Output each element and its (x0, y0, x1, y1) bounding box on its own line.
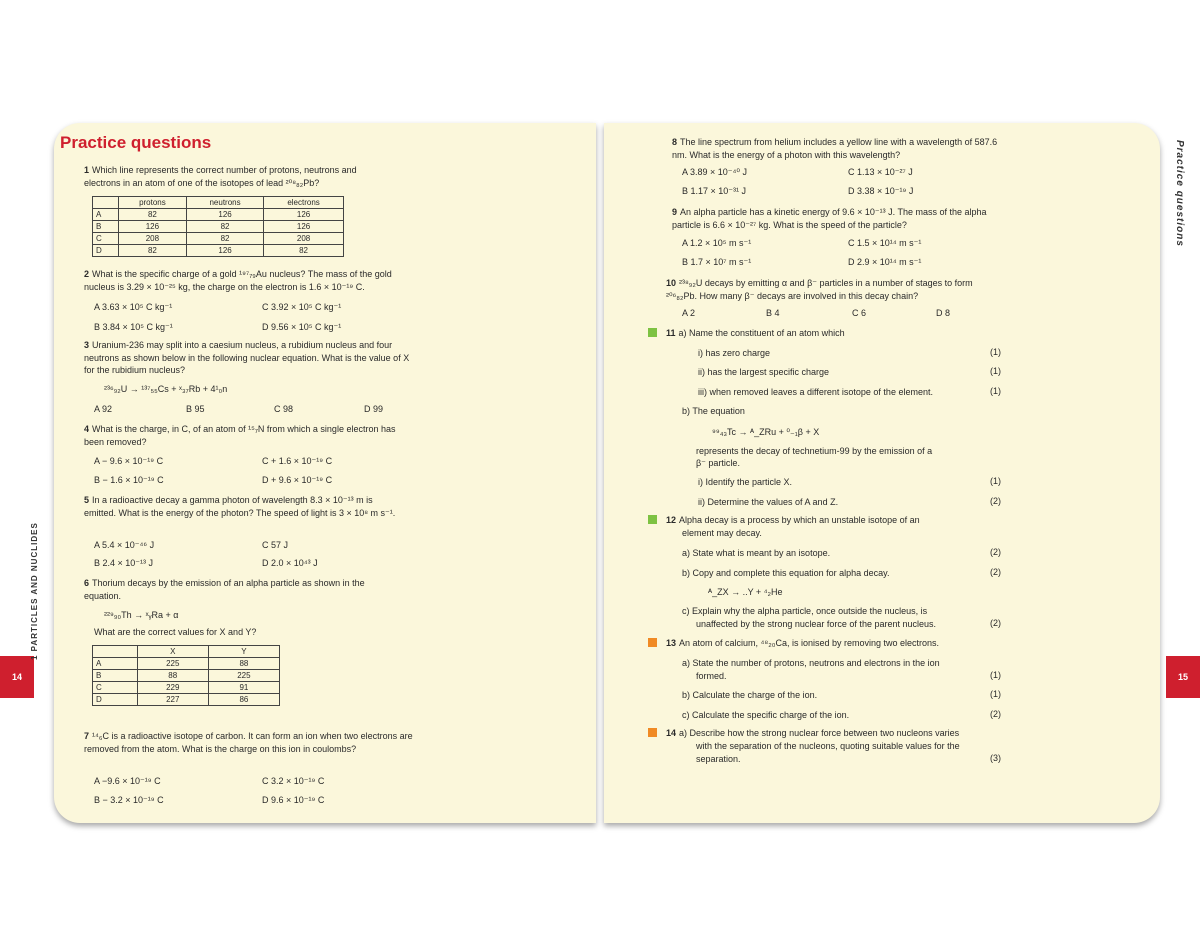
running-head-left: 1 PARTICLES AND NUCLIDES (30, 522, 39, 660)
question-7: 7 ¹⁴₆C is a radioactive isotope of carbon. It can form an ion when two electrons are removed from the atom. What is the charge on this ion in coulombs? (84, 731, 413, 754)
q3-option-b: B 95 (186, 404, 205, 414)
q7-option-d: D 9.6 × 10⁻¹⁹ C (262, 795, 325, 805)
q2-option-d: D 9.56 × 10⁵ C kg⁻¹ (262, 322, 342, 332)
q11-b-text: β⁻ particle. (696, 458, 740, 468)
question-2: 2 What is the specific charge of a gold ¹⁹⁷₇₉Au nucleus? The mass of the gold nucleus is 3.29 × 10⁻²⁵ kg, the charge on the electron is 1.6 × 10⁻¹⁹ C. (84, 269, 392, 292)
question-5: 5 In a radioactive decay a gamma photon of wavelength 8.3 × 10⁻¹³ m is emitted. What is the energy of the photon? The speed of light is 3 × 10⁸ m s⁻¹. (84, 495, 396, 518)
q11-b-ii: ii) Determine the values of A and Z. (698, 497, 839, 507)
question-11: 11 a) Name the constituent of an atom which (666, 328, 845, 338)
q14-a-cont: separation. (696, 754, 741, 764)
difficulty-marker (648, 638, 657, 647)
page-number-right: 15 (1166, 656, 1200, 698)
q10-option-a: A 2 (682, 308, 696, 318)
q9-option-b: B 1.7 × 10⁷ m s⁻¹ (682, 257, 752, 267)
q2-option-a: A 3.63 × 10⁵ C kg⁻¹ (94, 302, 173, 312)
q9-option-c: C 1.5 × 10¹⁴ m s⁻¹ (848, 238, 922, 248)
q4-option-d: D + 9.6 × 10⁻¹⁹ C (262, 475, 333, 485)
page-title: Practice questions (60, 133, 212, 152)
q12-c-mark: (2) (990, 618, 1001, 628)
q6-prompt: What are the correct values for X and Y? (94, 627, 257, 637)
q5-option-b: B 2.4 × 10⁻¹³ J (94, 558, 154, 568)
question-1: 1 Which line represents the correct number of protons, neutrons and electrons in an atom of one of the isotopes of lead ²⁰⁸₈₂Pb? (84, 165, 357, 188)
q1-header: neutrons (186, 197, 263, 209)
table-row: D 82 126 82 (93, 245, 344, 257)
table-row: B 88 225 (93, 670, 280, 682)
q1-header: protons (118, 197, 186, 209)
q6-header: X (137, 646, 208, 658)
q13-b-mark: (1) (990, 689, 1001, 699)
q2-option-c: C 3.92 × 10⁵ C kg⁻¹ (262, 302, 342, 312)
q7-option-b: B − 3.2 × 10⁻¹⁹ C (94, 795, 164, 805)
table-row: C 208 82 208 (93, 233, 344, 245)
q14-a-mark: (3) (990, 753, 1001, 763)
q11-a-iii-mark: (1) (990, 386, 1001, 396)
q11-a-ii: ii) has the largest specific charge (698, 367, 830, 377)
q13-b: b) Calculate the charge of the ion. (682, 690, 818, 700)
q11-a-iii: iii) when removed leaves a different isotope of the element. (698, 387, 933, 397)
running-head-right: Practice questions (1174, 140, 1185, 247)
q11-b-text: represents the decay of technetium-99 by the emission of a (696, 446, 933, 456)
q11-b-i-mark: (1) (990, 476, 1001, 486)
page-number-left: 14 (0, 656, 34, 698)
question-14: 14 a) Describe how the strong nuclear force between two nucleons varies (666, 728, 960, 738)
q6-header: Y (208, 646, 279, 658)
q11-b-equation: ⁹⁹₄₃Tc → ᴬ_ZRu + ⁰₋₁β + X (712, 427, 820, 437)
q5-option-d: D 2.0 × 10⁴³ J (262, 558, 318, 568)
q12-b: b) Copy and complete this equation for alpha decay. (682, 568, 890, 578)
q7-option-c: C 3.2 × 10⁻¹⁹ C (262, 776, 325, 786)
question-6: 6 Thorium decays by the emission of an alpha particle as shown in the equation. (84, 578, 365, 601)
q13-a-cont: formed. (696, 671, 727, 681)
q11-b: b) The equation (682, 406, 745, 416)
table-row: C 229 91 (93, 682, 280, 694)
q12-a: a) State what is meant by an isotope. (682, 548, 831, 558)
q6-equation: ²²⁹₉₀Th → ˣᵧRa + α (104, 610, 179, 620)
table-row: A 225 88 (93, 658, 280, 670)
difficulty-marker (648, 328, 657, 337)
difficulty-marker (648, 728, 657, 737)
q12-b-equation: ᴬ_ZX → ..Y + ⁴₂He (708, 587, 783, 597)
q14-a-cont: with the separation of the nucleons, quoting suitable values for the (696, 741, 960, 751)
q8-option-c: C 1.13 × 10⁻²⁷ J (848, 167, 913, 177)
q9-option-d: D 2.9 × 10¹⁴ m s⁻¹ (848, 257, 922, 267)
q13-a-mark: (1) (990, 670, 1001, 680)
q10-option-d: D 8 (936, 308, 951, 318)
q5-option-a: A 5.4 × 10⁻⁴⁶ J (94, 540, 155, 550)
q13-c-mark: (2) (990, 709, 1001, 719)
q6-header (93, 646, 138, 658)
q11-b-ii-mark: (2) (990, 496, 1001, 506)
q6-table (92, 645, 280, 706)
q9-option-a: A 1.2 × 10⁵ m s⁻¹ (682, 238, 752, 248)
question-3: 3 Uranium-236 may split into a caesium nucleus, a rubidium nucleus and four neutrons as shown below in the following nuclear equation. What is the value of X for the rubidium nucleus? (84, 340, 410, 375)
table-row: B 126 82 126 (93, 221, 344, 233)
q8-option-a: A 3.89 × 10⁻⁴⁰ J (682, 167, 748, 177)
difficulty-marker (648, 515, 657, 524)
q10-option-c: C 6 (852, 308, 867, 318)
question-9: 9 An alpha particle has a kinetic energy of 9.6 × 10⁻¹³ J. The mass of the alpha particle is 6.6 × 10⁻²⁷ kg. What is the speed of the particle? (672, 207, 987, 230)
question-10: 10 ²³⁸₉₂U decays by emitting α and β⁻ particles in a number of stages to form ²⁰⁶₈₂Pb. How many β⁻ decays are involved in this decay chain? (666, 278, 973, 301)
q12-a-mark: (2) (990, 547, 1001, 557)
q12-text: element may decay. (682, 528, 762, 538)
q11-a-i: i) has zero charge (698, 348, 771, 358)
q10-option-b: B 4 (766, 308, 780, 318)
q13-c: c) Calculate the specific charge of the ion. (682, 710, 850, 720)
question-4: 4 What is the charge, in C, of an atom of ¹⁵₇N from which a single electron has been removed? (84, 424, 396, 447)
q12-b-mark: (2) (990, 567, 1001, 577)
q3-equation: ²³⁶₉₂U → ¹³⁷₅₅Cs + ˣ₃₇Rb + 4¹₀n (104, 384, 228, 394)
question-8: 8 The line spectrum from helium includes a yellow line with a wavelength of 587.6 nm. What is the energy of a photon with this wavelength? (672, 137, 998, 160)
q8-option-b: B 1.17 × 10⁻³¹ J (682, 186, 747, 196)
q11-b-i: i) Identify the particle X. (698, 477, 793, 487)
q4-option-a: A − 9.6 × 10⁻¹⁹ C (94, 456, 164, 466)
q5-option-c: C 57 J (262, 540, 289, 550)
q4-option-c: C + 1.6 × 10⁻¹⁹ C (262, 456, 333, 466)
q3-option-c: C 98 (274, 404, 294, 414)
q13-a: a) State the number of protons, neutrons and electrons in the ion (682, 658, 940, 668)
question-12: 12 Alpha decay is a process by which an unstable isotope of an (666, 515, 920, 525)
question-13: 13 An atom of calcium, ⁴⁸₂₀Ca, is ionised by removing two electrons. (666, 638, 940, 648)
q7-option-a: A −9.6 × 10⁻¹⁹ C (94, 776, 161, 786)
table-row: A 82 126 126 (93, 209, 344, 221)
q2-option-b: B 3.84 × 10⁵ C kg⁻¹ (94, 322, 173, 332)
q1-table (92, 196, 344, 257)
q11-a-i-mark: (1) (990, 347, 1001, 357)
q12-c-cont: unaffected by the strong nuclear force of the parent nucleus. (696, 619, 936, 629)
q3-option-d: D 99 (364, 404, 384, 414)
q3-option-a: A 92 (94, 404, 113, 414)
table-row: D 227 86 (93, 694, 280, 706)
q1-header (93, 197, 119, 209)
q11-a-ii-mark: (1) (990, 366, 1001, 376)
q12-c: c) Explain why the alpha particle, once outside the nucleus, is (682, 606, 928, 616)
q8-option-d: D 3.38 × 10⁻¹⁹ J (848, 186, 914, 196)
q1-header: electrons (264, 197, 344, 209)
q4-option-b: B − 1.6 × 10⁻¹⁹ C (94, 475, 164, 485)
